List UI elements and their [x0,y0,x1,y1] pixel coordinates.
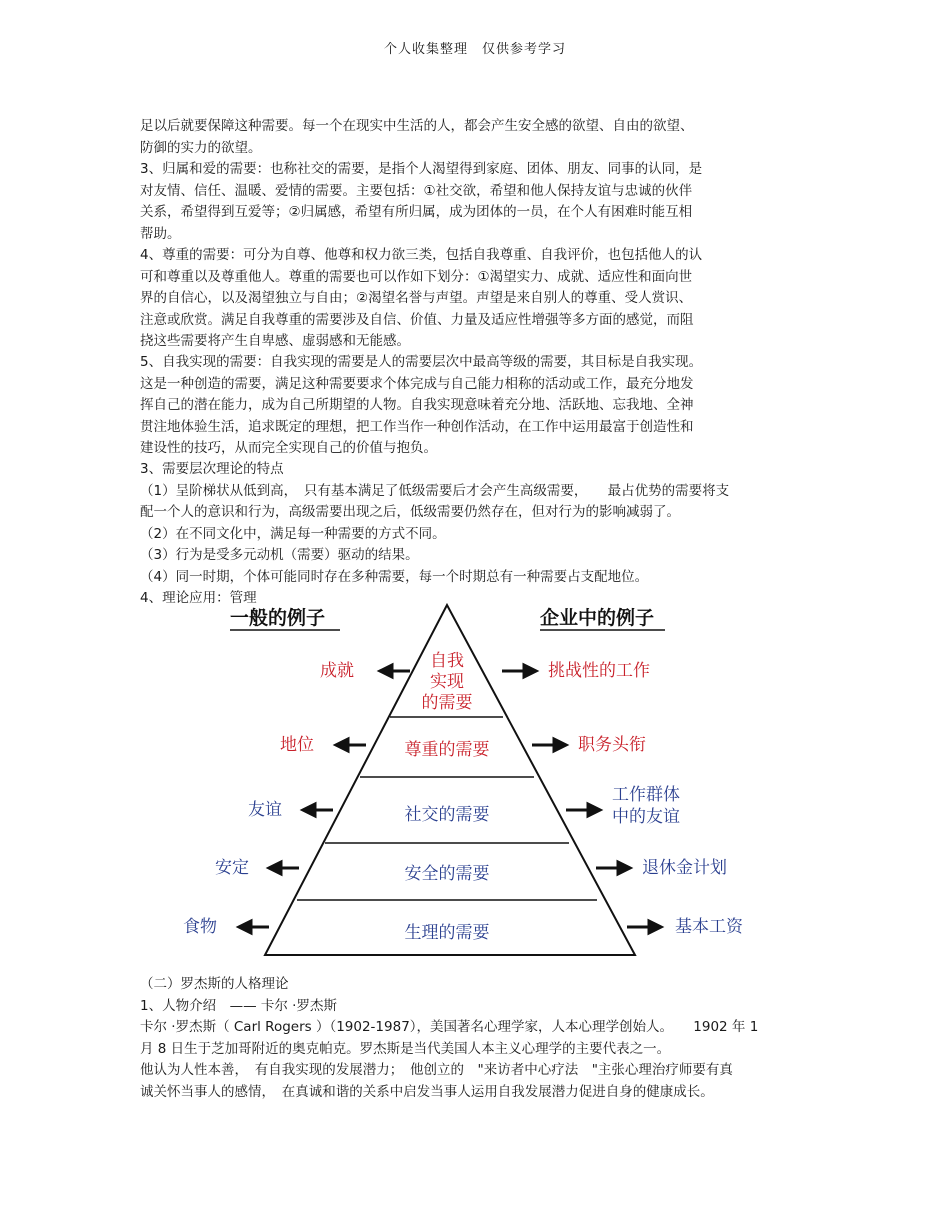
text-line: 挠这些需要将产生自卑感、虚弱感和无能感。 [140,333,410,349]
left-example: 成就 [320,661,354,681]
section-title: 4、理论应用：管理 [140,590,257,606]
right-example: 中的友谊 [612,807,680,827]
level-center-line: 安全的需要 [404,864,490,884]
text-line: 这是一种创造的需要，满足这种需要要求个体完成与自己能力相称的活动或工作，最充分地发 [140,375,694,392]
left-example: 友谊 [248,800,282,820]
text-line: 月 8 日生于芝加哥附近的奥克帕克。罗杰斯是当代美国人本主义心理学的主要代表之一。 [140,1040,671,1057]
text-line: 卡尔 ·罗杰斯（ Carl Rogers ）（1902-1987），美国著名心理学家，人本心理学创始人。 1902 年 1 [140,1019,759,1035]
text-line: 界的自信心，以及渴望独立与自由；②渴望名誉与声望。声望是来自别人的尊重、受人赏识、 [140,290,693,306]
paragraph-safety-end [140,116,800,159]
right-example: 基本工资 [675,917,743,937]
right-example: 职务头衔 [578,735,646,755]
right-example: 退休金计划 [642,858,727,878]
list-item: 配一个人的意识和行为，高级需要出现之后，低级需要仍然存在，但对行为的影响减弱了。 [140,504,680,520]
text-line: 4、尊重的需要：可分为自尊、他尊和权力欲三类，包括自我尊重、自我评价，也包括他人的认 [140,247,703,263]
left-header: 一般的例子 [230,607,326,629]
section-rogers [140,974,800,1103]
text-line: 3、归属和爱的需要：也称社交的需要，是指个人渴望得到家庭、团体、朋友、同事的认同，是 [140,161,703,177]
text-line: 诚关怀当事人的感情， 在真诚和谐的关系中启发当事人运用自我发展潜力促进自身的健康成长。 [140,1083,714,1100]
left-example: 地位 [280,735,314,755]
list-item: （1）呈阶梯状从低到高， 只有基本满足了低级需要后才会产生高级需要， 最占优势的需要将支 [140,482,730,499]
page-header [0,38,950,57]
level-center-line: 的需要 [421,693,473,713]
level-center-line: 生理的需要 [404,923,490,943]
paragraph-belonging [140,159,800,245]
level-center-line: 自我 [430,651,464,671]
level-center-line: 社交的需要 [404,805,490,825]
paragraph-esteem [140,245,800,353]
text-line: 防御的实力的欲望。 [140,139,262,156]
header-text: 个人收集整理 仅供参考学习 [383,42,566,57]
text-line: 挥自己的潜在能力，成为自己所期望的人物。自我实现意味着充分地、活跃地、忘我地、全神 [140,397,694,413]
left-example: 安定 [215,858,249,878]
right-header: 企业中的例子 [540,607,655,629]
text-line: 关系，希望得到互爱等；②归属感，希望有所归属，成为团体的一员，在个人有困难时能互相 [140,204,693,220]
text-line: 他认为人性本善， 有自我实现的发展潜力； 他创立的 "来访者中心疗法 "主张心理治疗师要有真 [140,1062,733,1078]
text-line: 5、自我实现的需要：自我实现的需要是人的需要层次中最高等级的需要，其目标是自我实现。 [140,354,703,370]
maslow-pyramid-diagram [180,600,780,965]
list-item: （3）行为是受多元动机（需要）驱动的结果。 [140,547,419,563]
level-center-line: 尊重的需要 [404,740,490,760]
section-features [140,459,800,610]
text-line: 注意或欣赏。满足自我尊重的需要涉及自信、价值、力量及适应性增强等多方面的感觉，而阻 [140,311,694,328]
text-line: 贯注地体验生活，追求既定的理想，把工作当作一种创作活动，在工作中运用最富于创造性和 [140,418,694,435]
section-title: （二）罗杰斯的人格理论 [140,976,289,992]
list-item: （2）在不同文化中，满足每一种需要的方式不同。 [140,525,446,542]
right-example: 工作群体 [612,785,680,805]
text-line: 可和尊重以及尊重他人。尊重的需要也可以作如下划分：①渴望实力、成就、适应性和面向世 [140,268,693,285]
text-line: 对友情、信任、温暖、爱情的需要。主要包括：①社交欲，希望和他人保持友谊与忠诚的伙伴 [140,182,693,199]
text-line: 建设性的技巧，从而完全实现自己的价值与抱负。 [140,440,437,456]
left-example: 食物 [183,917,217,937]
level-center-line: 实现 [430,672,464,692]
section-title: 3、需要层次理论的特点 [140,461,284,477]
text-line: 帮助。 [140,225,181,242]
list-item: （4）同一时期，个体可能同时存在多种需要，每一个时期总有一种需要占支配地位。 [140,568,649,585]
text-line: 足以后就要保障这种需要。每一个在现实中生活的人，都会产生安全感的欲望、自由的欲望、 [140,118,694,134]
section-title: 1、人物介绍 —— 卡尔 ·罗杰斯 [140,997,337,1014]
right-example: 挑战性的工作 [548,661,650,681]
paragraph-self-actualization [140,352,800,460]
